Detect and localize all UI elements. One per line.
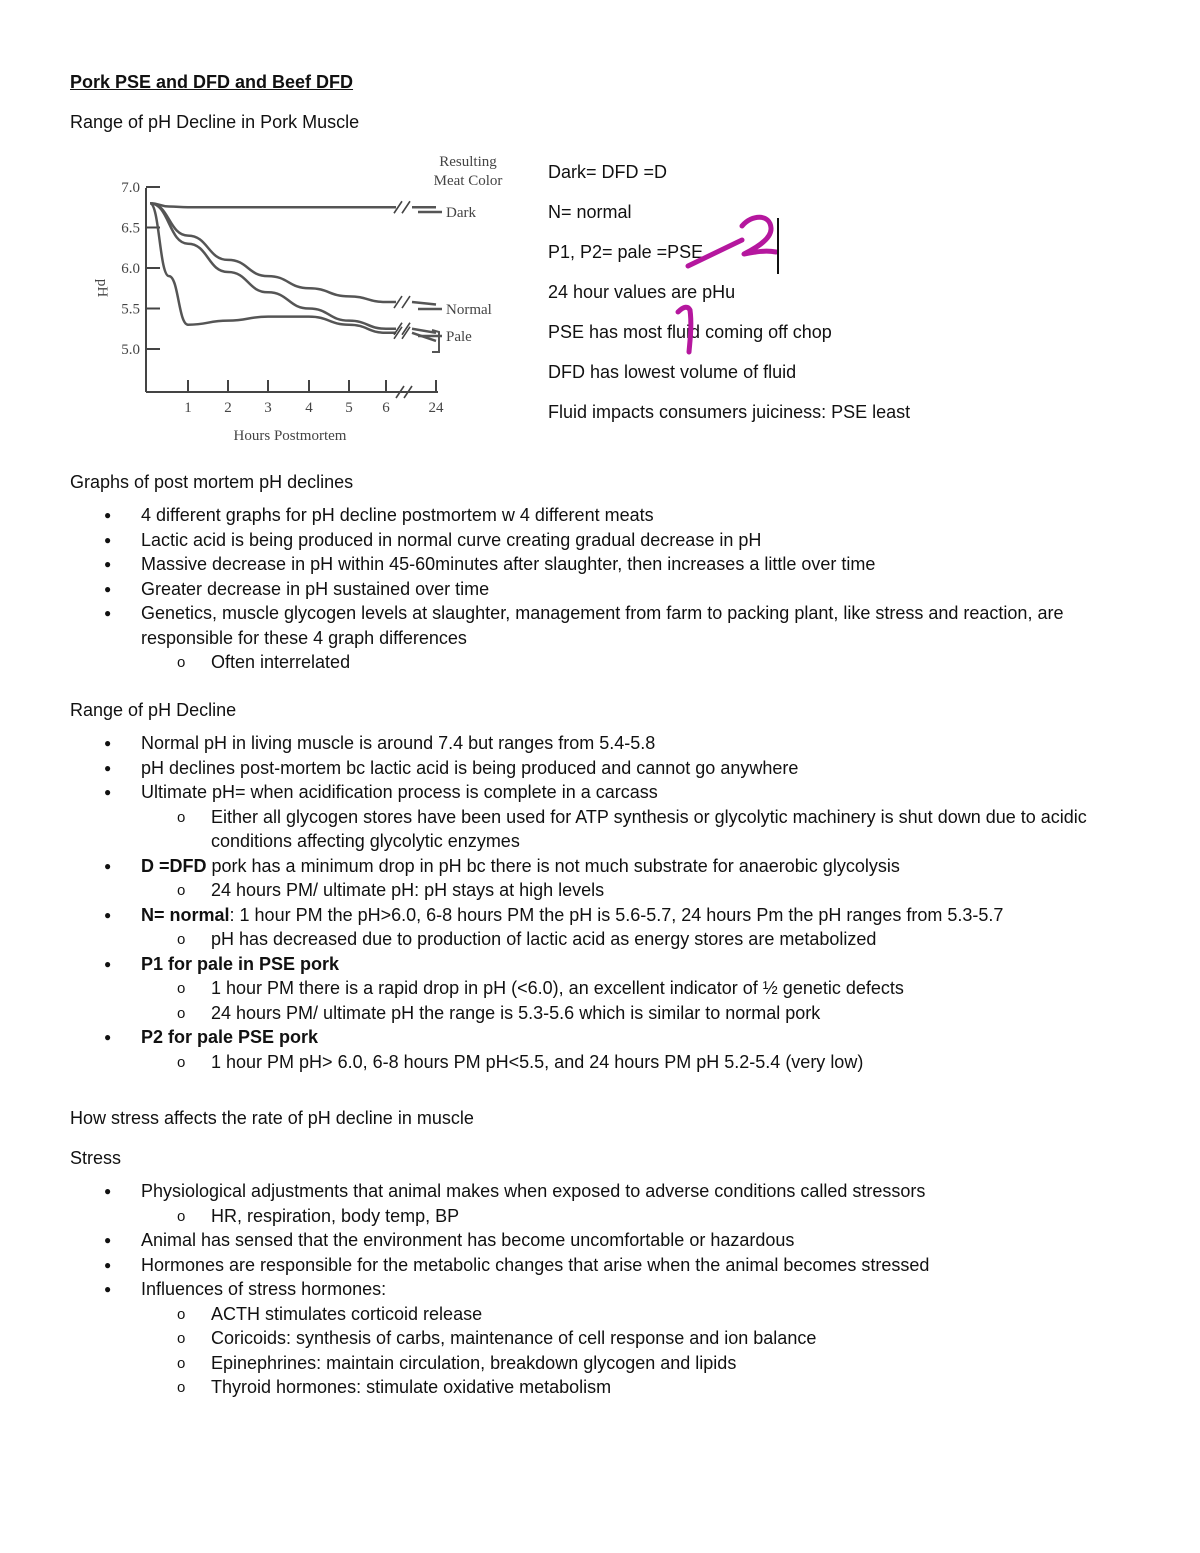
bullet-item bbox=[70, 756, 1140, 781]
x-tick-label: 3 bbox=[264, 400, 272, 416]
bullet-item bbox=[70, 1025, 1140, 1050]
bullet-text: pH has decreased due to production of lactic acid as energy stores are metabolized bbox=[211, 929, 877, 949]
bullet-text: Genetics, muscle glycogen levels at slaughter, management from farm to packing plant, like stress and reaction, are responsible for these 4 graph differences bbox=[141, 603, 1064, 648]
bullet-item bbox=[70, 1179, 1140, 1204]
sub-bullet-item bbox=[70, 1326, 1140, 1351]
bullet-text: Animal has sensed that the environment has become uncomfortable or hazardous bbox=[141, 1230, 795, 1250]
legend-title-line-2: Meat Color bbox=[433, 173, 503, 189]
bullet-text: 24 hours PM/ ultimate pH: pH stays at high levels bbox=[211, 880, 605, 900]
series-label: Pale bbox=[446, 329, 472, 345]
bullet-item bbox=[70, 1228, 1140, 1253]
bold-term: P1 for pale in PSE pork bbox=[141, 953, 340, 974]
figure-heading: Range of pH Decline in Pork Muscle bbox=[70, 112, 360, 132]
y-tick-label: 6.5 bbox=[121, 220, 140, 237]
sub-bullet-item bbox=[70, 1001, 1140, 1026]
bullet-list bbox=[70, 1179, 1140, 1400]
section-title: How stress affects the rate of pH decline in muscle bbox=[70, 1108, 474, 1128]
bullet-item bbox=[70, 577, 1140, 602]
y-tick-label: 6.0 bbox=[121, 261, 140, 277]
bullet-text: 4 different graphs for pH decline postmortem w 4 different meats bbox=[141, 505, 654, 525]
bullet-text: : 1 hour PM the pH>6.0, 6-8 hours PM the pH is 5.6-5.7, 24 hours Pm the pH ranges from 5.3-5.7 bbox=[229, 904, 1004, 925]
bullet-text: Lactic acid is being produced in normal curve creating gradual decrease in pH bbox=[141, 529, 762, 550]
y-tick-label: 5.0 bbox=[121, 342, 140, 358]
series-label: Dark bbox=[446, 205, 476, 221]
series-label: Normal bbox=[446, 302, 492, 318]
bullet-text: Greater decrease in pH sustained over time bbox=[141, 578, 490, 599]
ph-decline-chart bbox=[70, 140, 530, 450]
bullet-text: 1 hour PM there is a rapid drop in pH (<6.0), an excellent indicator of ½ genetic defects bbox=[211, 978, 904, 998]
bullet-item bbox=[70, 1253, 1140, 1278]
series-line bbox=[150, 203, 436, 207]
bullet-item bbox=[70, 903, 1140, 928]
bullet-text: Coricoids: synthesis of carbs, maintenance of cell response and ion balance bbox=[211, 1328, 817, 1348]
bullet-item bbox=[70, 601, 1140, 650]
bullet-item bbox=[70, 1277, 1140, 1302]
x-axis-label: Hours Postmortem bbox=[233, 428, 347, 444]
sub-bullet-item bbox=[70, 1050, 1140, 1075]
axis-break-mark bbox=[402, 201, 410, 213]
bullet-text: pork has a minimum drop in pH bc there is not much substrate for anaerobic glycolysis bbox=[206, 855, 900, 876]
note-line: DFD has lowest volume of fluid bbox=[548, 362, 797, 382]
section-title: Stress bbox=[70, 1148, 122, 1168]
bullet-text: Thyroid hormones: stimulate oxidative metabolism bbox=[211, 1377, 612, 1397]
bullet-text: ACTH stimulates corticoid release bbox=[211, 1303, 483, 1324]
bullet-text: 24 hours PM/ ultimate pH the range is 5.3-5.6 which is similar to normal pork bbox=[211, 1002, 821, 1023]
bullet-item bbox=[70, 503, 1140, 528]
bullet-text: Hormones are responsible for the metabolic changes that arise when the animal becomes stressed bbox=[141, 1254, 930, 1275]
sub-bullet-item bbox=[70, 1375, 1140, 1400]
note-line: Dark= DFD =D bbox=[548, 162, 668, 182]
sub-bullet-item bbox=[70, 927, 1140, 952]
bullet-text: pH declines post-mortem bc lactic acid is being produced and cannot go anywhere bbox=[141, 757, 799, 778]
document-title: Pork PSE and DFD and Beef DFD bbox=[70, 72, 354, 92]
bold-term: N= normal bbox=[141, 904, 230, 925]
bullet-text: Normal pH in living muscle is around 7.4 but ranges from 5.4-5.8 bbox=[141, 733, 656, 753]
series-line bbox=[150, 203, 436, 333]
bullet-list bbox=[70, 731, 1140, 1074]
bullet-text: Often interrelated bbox=[211, 652, 351, 672]
legend-title-line-1: Resulting bbox=[439, 154, 497, 170]
x-tick-label: 6 bbox=[382, 400, 390, 416]
sub-bullet-item bbox=[70, 650, 1140, 675]
sub-bullet-item bbox=[70, 976, 1140, 1001]
notes-column bbox=[548, 152, 910, 432]
sub-bullet-item bbox=[70, 878, 1140, 903]
axis-break-mark bbox=[402, 296, 410, 308]
x-tick-label: 1 bbox=[184, 400, 192, 416]
bullet-text: 1 hour PM pH> 6.0, 6-8 hours PM pH<5.5, and 24 hours PM pH 5.2-5.4 (very low) bbox=[211, 1051, 864, 1072]
bullet-item bbox=[70, 854, 1140, 879]
section-range bbox=[70, 700, 1140, 1074]
bullet-text: HR, respiration, body temp, BP bbox=[211, 1205, 460, 1226]
section-title: Range of pH Decline bbox=[70, 700, 237, 720]
note-line: Fluid impacts consumers juiciness: PSE least bbox=[548, 402, 911, 422]
bullet-text: Massive decrease in pH within 45-60minutes after slaughter, then increases a little over time bbox=[141, 554, 876, 574]
x-tick-label: 24 bbox=[428, 400, 444, 416]
section-stress bbox=[70, 1148, 1140, 1400]
bullet-item bbox=[70, 528, 1140, 553]
note-line: PSE has most fluid coming off chop bbox=[548, 322, 832, 342]
x-tick-label: 5 bbox=[345, 400, 353, 416]
section-stress-effects bbox=[70, 1108, 1140, 1139]
bullet-text: Physiological adjustments that animal makes when exposed to adverse conditions called stressors bbox=[141, 1181, 926, 1201]
y-tick-label: 7.0 bbox=[121, 180, 140, 196]
note-line: N= normal bbox=[548, 202, 632, 222]
bullet-item bbox=[70, 780, 1140, 805]
bullet-item bbox=[70, 952, 1140, 977]
bullet-text: Either all glycogen stores have been used for ATP synthesis or glycolytic machinery is shut down due to acidic conditions affecting glycolytic enzymes bbox=[211, 806, 1087, 851]
sub-bullet-item bbox=[70, 1302, 1140, 1327]
bullet-text: Epinephrines: maintain circulation, breakdown glycogen and lipids bbox=[211, 1352, 737, 1373]
x-tick-label: 4 bbox=[305, 400, 313, 416]
sub-bullet-item bbox=[70, 805, 1140, 854]
sub-bullet-item bbox=[70, 1351, 1140, 1376]
bullet-item bbox=[70, 731, 1140, 756]
bullet-text: Ultimate pH= when acidification process is complete in a carcass bbox=[141, 782, 658, 802]
note-line: 24 hour values are pHu bbox=[548, 282, 736, 302]
y-tick-label: 5.5 bbox=[121, 301, 140, 318]
bold-term: P2 for pale PSE pork bbox=[141, 1027, 319, 1047]
series-line bbox=[150, 203, 436, 304]
bullet-item bbox=[70, 552, 1140, 577]
bold-term: D =DFD bbox=[141, 855, 207, 876]
sub-bullet-item bbox=[70, 1204, 1140, 1229]
section-graphs bbox=[70, 472, 1140, 675]
x-tick-label: 2 bbox=[224, 400, 232, 416]
bullet-list bbox=[70, 503, 1140, 675]
series-line bbox=[150, 203, 436, 341]
bullet-text: Influences of stress hormones: bbox=[141, 1279, 387, 1299]
note-line: P1, P2= pale =PSE bbox=[548, 242, 704, 262]
section-title: Graphs of post mortem pH declines bbox=[70, 472, 354, 492]
y-axis-label: pH bbox=[94, 278, 110, 298]
